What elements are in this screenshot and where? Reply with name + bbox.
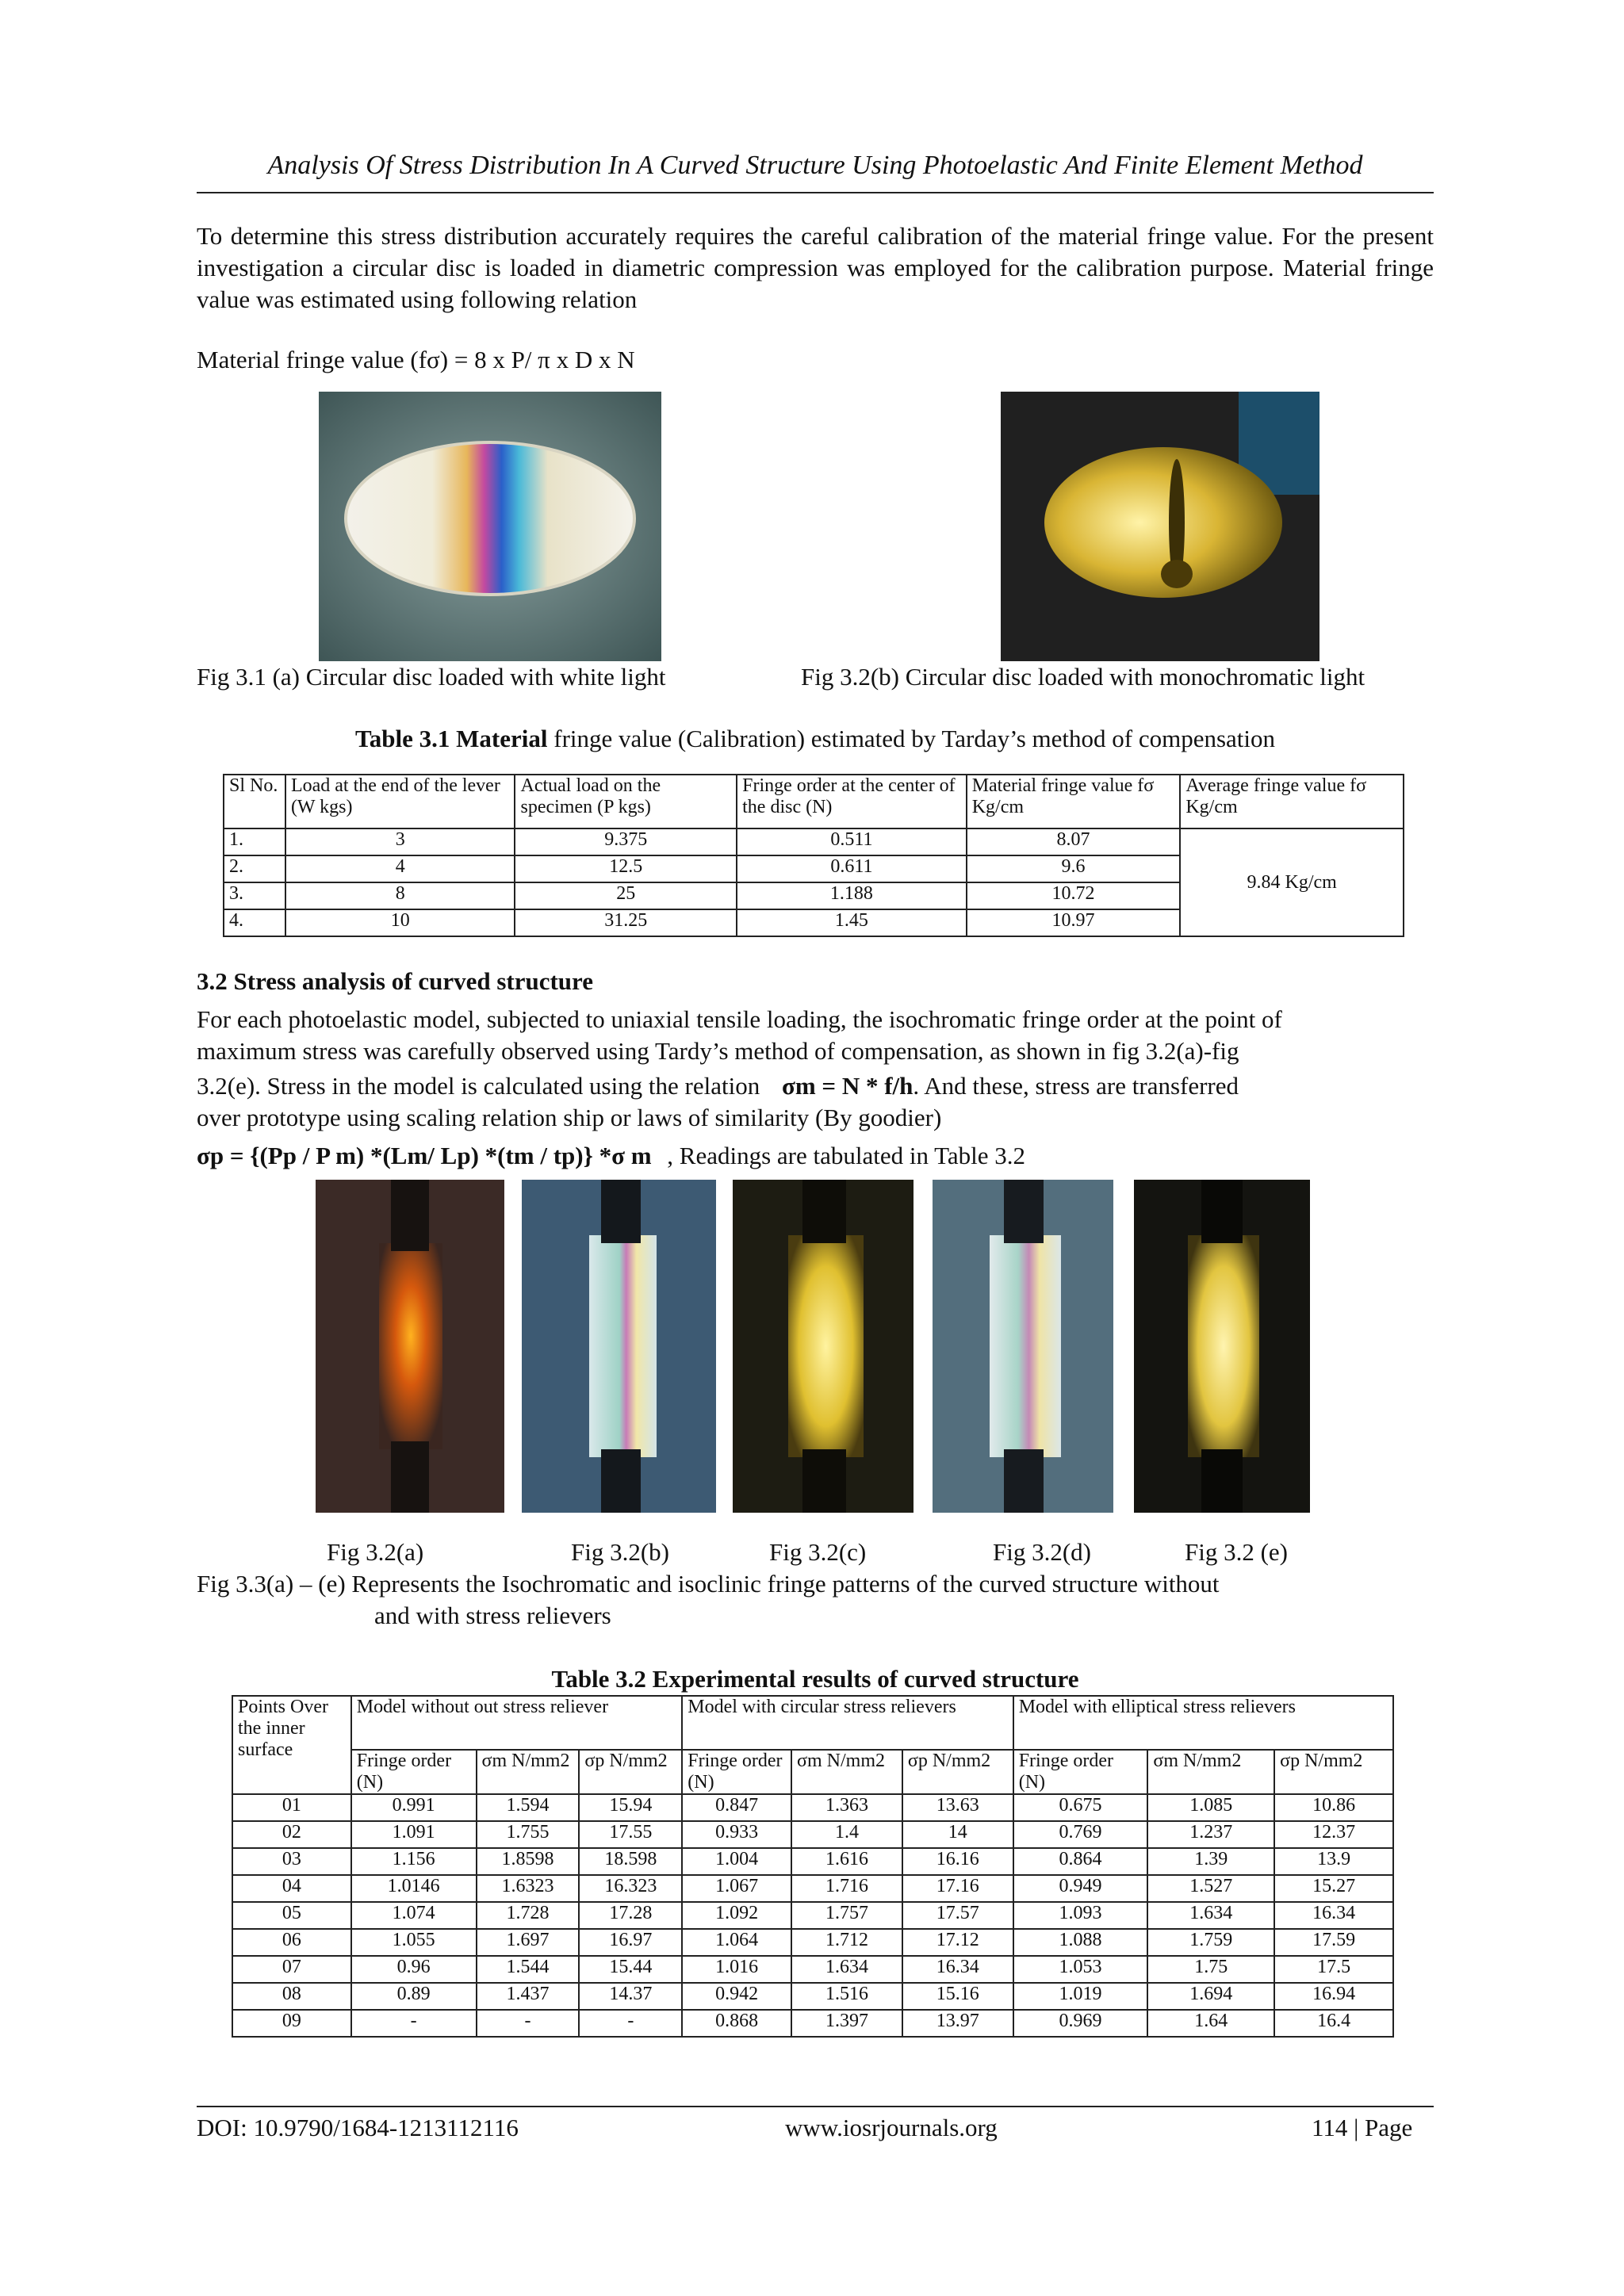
cell: 4.	[224, 909, 285, 936]
table-cell: 0.96	[351, 1956, 477, 1983]
table-cell: 1.397	[791, 2010, 902, 2037]
table-cell: 16.94	[1274, 1983, 1393, 2010]
table-cell: 1.594	[477, 1794, 580, 1821]
fringe-value-relation: Material fringe value (fσ) = 8 x P/ π x D x N	[197, 346, 635, 373]
disc-monochromatic-image	[1001, 392, 1320, 661]
footer-divider	[197, 2106, 1434, 2107]
group-header-no-reliever: Model without out stress reliever	[351, 1696, 682, 1750]
table-cell: 0.769	[1013, 1821, 1148, 1848]
table-cell: 0.942	[682, 1983, 791, 2010]
subheader-sigma-p: σp N/mm2	[1274, 1750, 1393, 1794]
subheader-fringe: Fringe order (N)	[1013, 1750, 1148, 1794]
cell: 2.	[224, 855, 285, 882]
table-cell: 16.34	[1274, 1902, 1393, 1929]
table-cell: 1.363	[791, 1794, 902, 1821]
fig-3-2c-image	[733, 1180, 914, 1513]
cell: 10.97	[967, 909, 1181, 936]
table-cell: 17.5	[1274, 1956, 1393, 1983]
table-cell: 18.598	[579, 1848, 682, 1875]
fig-3-2e-image	[1134, 1180, 1310, 1513]
table-cell: 0.675	[1013, 1794, 1148, 1821]
cell: 9.375	[515, 828, 737, 855]
table-cell: 1.0146	[351, 1875, 477, 1902]
table-cell: 16.4	[1274, 2010, 1393, 2037]
points-header: Points Over the inner surface	[232, 1696, 351, 1794]
calibration-table	[223, 774, 1404, 937]
table-cell: 09	[232, 2010, 351, 2037]
cell: 0.611	[737, 855, 967, 882]
table-cell: 0.933	[682, 1821, 791, 1848]
table-cell: -	[351, 2010, 477, 2037]
disc-white-light-photo	[319, 392, 661, 661]
table1-title-bold: Table 3.1 Material	[354, 725, 548, 752]
table-cell: 14	[902, 1821, 1013, 1848]
cell: 9.6	[967, 855, 1181, 882]
formula-note: , Readings are tabulated in Table 3.2	[667, 1142, 1026, 1169]
fig-3-2b-caption: Fig 3.2(b)	[571, 1538, 669, 1566]
fig-3-2d-image	[933, 1180, 1113, 1513]
table-cell: 12.37	[1274, 1821, 1393, 1848]
table-cell: 1.544	[477, 1956, 580, 1983]
cell: 3.	[224, 882, 285, 909]
table-cell: 1.016	[682, 1956, 791, 1983]
average-fringe-value: 9.84 Kg/cm	[1180, 828, 1404, 936]
cell: 31.25	[515, 909, 737, 936]
table-cell: 1.093	[1013, 1902, 1148, 1929]
table-cell: 07	[232, 1956, 351, 1983]
fig-3-2d-caption: Fig 3.2(d)	[993, 1538, 1091, 1566]
table-cell: 0.949	[1013, 1875, 1148, 1902]
model-stress-formula: σm = N * f/h	[781, 1072, 914, 1100]
cell: 1.188	[737, 882, 967, 909]
column-header: Material fringe value fσ Kg/cm	[967, 775, 1181, 828]
fig-3-2c-photo	[733, 1180, 914, 1513]
table-cell: 13.9	[1274, 1848, 1393, 1875]
table-subheader-row	[232, 1750, 1393, 1794]
cell: 3	[285, 828, 515, 855]
table2-body	[232, 1794, 1393, 2037]
table-cell: 04	[232, 1875, 351, 1902]
subheader-sigma-m: σm N/mm2	[1147, 1750, 1274, 1794]
table-cell: 1.755	[477, 1821, 580, 1848]
subheader-sigma-p: σp N/mm2	[902, 1750, 1013, 1794]
fig-3-1a-caption: Fig 3.1 (a) Circular disc loaded with white light	[197, 663, 666, 691]
cell: 10	[285, 909, 515, 936]
fig-3-2b-image	[522, 1180, 716, 1513]
column-header: Fringe order at the center of the disc (N)	[737, 775, 967, 828]
disc-white-light-image	[319, 392, 661, 661]
table-cell: -	[579, 2010, 682, 2037]
table-cell: 0.89	[351, 1983, 477, 2010]
table-cell: 05	[232, 1902, 351, 1929]
fig-3-2e-photo	[1134, 1180, 1310, 1513]
table-cell: 17.57	[902, 1902, 1013, 1929]
table-cell: 17.12	[902, 1929, 1013, 1956]
experimental-results-table	[232, 1695, 1394, 2038]
table-cell: 13.63	[902, 1794, 1013, 1821]
table-header-row	[224, 775, 1404, 828]
table-cell: 03	[232, 1848, 351, 1875]
table-cell: 16.34	[902, 1956, 1013, 1983]
section-paragraph-line4: over prototype using scaling relation ship or laws of similarity (By goodier)	[197, 1104, 942, 1131]
table-cell: 01	[232, 1794, 351, 1821]
fig-3-2c-caption: Fig 3.2(c)	[769, 1538, 867, 1566]
table-cell: 1.074	[351, 1902, 477, 1929]
intro-paragraph: To determine this stress distribution accurately requires the careful calibration of the material fringe value. For the present investigation a circular disc is loaded in diametric compression was employed for the calibration purpose. Material fringe value was estimated using following relation	[197, 222, 1434, 313]
fig-3-2e-caption: Fig 3.2 (e)	[1185, 1538, 1289, 1566]
table-cell: 1.728	[477, 1902, 580, 1929]
subheader-fringe: Fringe order (N)	[682, 1750, 791, 1794]
subheader-fringe: Fringe order (N)	[351, 1750, 477, 1794]
prototype-stress-formula	[197, 1142, 1025, 1170]
table-cell: 1.75	[1147, 1956, 1274, 1983]
table-cell: 08	[232, 1983, 351, 2010]
disc-monochromatic-photo	[1001, 392, 1320, 661]
subheader-sigma-m: σm N/mm2	[791, 1750, 902, 1794]
figure-group-caption-line1: Fig 3.3(a) – (e) Represents the Isochromatic and isoclinic fringe patterns of the curved structure without	[197, 1570, 1220, 1598]
cell: 12.5	[515, 855, 737, 882]
table-cell: 1.712	[791, 1929, 902, 1956]
table-cell: 1.019	[1013, 1983, 1148, 2010]
table-cell: 0.969	[1013, 2010, 1148, 2037]
table-cell: 1.053	[1013, 1956, 1148, 1983]
footer-site: www.iosrjournals.org	[785, 2114, 998, 2141]
table-cell: 1.759	[1147, 1929, 1274, 1956]
table-cell: 15.44	[579, 1956, 682, 1983]
table-cell: 1.237	[1147, 1821, 1274, 1848]
table-cell: 02	[232, 1821, 351, 1848]
section-paragraph-line3	[197, 1070, 1434, 1102]
table-cell: 1.156	[351, 1848, 477, 1875]
table-cell: 17.28	[579, 1902, 682, 1929]
cell: 0.511	[737, 828, 967, 855]
column-header: Average fringe value fσ Kg/cm	[1180, 775, 1404, 828]
table-cell: 1.616	[791, 1848, 902, 1875]
table-cell: 1.085	[1147, 1794, 1274, 1821]
table-cell: 1.694	[1147, 1983, 1274, 2010]
table-cell: 1.6323	[477, 1875, 580, 1902]
table-cell: 1.092	[682, 1902, 791, 1929]
table1-title-rest: fringe value (Calibration) estimated by Tarday’s method of compensation	[547, 725, 1276, 752]
section-paragraph-line2: maximum stress was carefully observed using Tardy’s method of compensation, as shown in fig 3.2(a)-fig	[197, 1037, 1239, 1065]
table-cell: 1.64	[1147, 2010, 1274, 2037]
table1-title	[197, 725, 1434, 753]
group-header-elliptical: Model with elliptical stress relievers	[1013, 1696, 1393, 1750]
table-cell: 16.97	[579, 1929, 682, 1956]
table-cell: 1.055	[351, 1929, 477, 1956]
table-row	[232, 1875, 1393, 1902]
table-cell: 15.27	[1274, 1875, 1393, 1902]
table-cell: 1.091	[351, 1821, 477, 1848]
column-header: Sl No.	[224, 775, 285, 828]
figure-group-caption-line2: and with stress relievers	[374, 1601, 611, 1629]
table2-title: Table 3.2 Experimental results of curved structure	[551, 1665, 1079, 1693]
table-cell: 1.757	[791, 1902, 902, 1929]
table-cell: 0.868	[682, 2010, 791, 2037]
table-cell: 1.634	[1147, 1902, 1274, 1929]
line3-text-end: . And these, stress are transferred	[913, 1072, 1239, 1100]
section-paragraph-line1: For each photoelastic model, subjected to uniaxial tensile loading, the isochromatic fringe order at the point of	[197, 1005, 1282, 1033]
table-cell: 17.59	[1274, 1929, 1393, 1956]
table-row	[232, 1983, 1393, 2010]
cell: 8	[285, 882, 515, 909]
table-cell: 1.4	[791, 1821, 902, 1848]
table-cell: 13.97	[902, 2010, 1013, 2037]
table-cell: 15.94	[579, 1794, 682, 1821]
fig-3-2b-caption: Fig 3.2(b) Circular disc loaded with monochromatic light	[801, 663, 1365, 691]
table-cell: 1.067	[682, 1875, 791, 1902]
table-row	[232, 1929, 1393, 1956]
table-cell: -	[477, 2010, 580, 2037]
cell: 10.72	[967, 882, 1181, 909]
table-cell: 1.697	[477, 1929, 580, 1956]
table-cell: 17.16	[902, 1875, 1013, 1902]
table-row	[232, 1794, 1393, 1821]
table-cell: 1.064	[682, 1929, 791, 1956]
table-cell: 0.847	[682, 1794, 791, 1821]
table-row	[232, 2010, 1393, 2037]
table-cell: 06	[232, 1929, 351, 1956]
table-row	[232, 1848, 1393, 1875]
table-cell: 1.088	[1013, 1929, 1148, 1956]
table-cell: 1.516	[791, 1983, 902, 2010]
table-cell: 14.37	[579, 1983, 682, 2010]
table-row	[232, 1902, 1393, 1929]
table-cell: 10.86	[1274, 1794, 1393, 1821]
table-cell: 16.323	[579, 1875, 682, 1902]
cell: 4	[285, 855, 515, 882]
table-cell: 1.527	[1147, 1875, 1274, 1902]
line3-text: 3.2(e). Stress in the model is calculated using the relation	[197, 1072, 760, 1100]
fig-3-2a-image	[316, 1180, 504, 1513]
subheader-sigma-m: σm N/mm2	[477, 1750, 580, 1794]
column-header: Actual load on the specimen (P kgs)	[515, 775, 737, 828]
prototype-formula-text: σp = {(Pp / P m) *(Lm/ Lp) *(tm / tp)} *σ m	[197, 1142, 652, 1169]
table-cell: 0.991	[351, 1794, 477, 1821]
subheader-sigma-p: σp N/mm2	[579, 1750, 682, 1794]
table-cell: 1.634	[791, 1956, 902, 1983]
table-cell: 15.16	[902, 1983, 1013, 2010]
table-row	[232, 1821, 1393, 1848]
fig-3-2a-photo	[316, 1180, 504, 1513]
group-header-circular: Model with circular stress relievers	[682, 1696, 1013, 1750]
running-title: Analysis Of Stress Distribution In A Curved Structure Using Photoelastic And Finite Element Method	[267, 151, 1363, 180]
cell: 1.	[224, 828, 285, 855]
fig-3-2a-caption: Fig 3.2(a)	[327, 1538, 424, 1566]
table-header-row	[232, 1696, 1393, 1750]
fig-3-2b-photo	[522, 1180, 716, 1513]
table-cell: 1.39	[1147, 1848, 1274, 1875]
footer-page: 114 | Page	[1312, 2114, 1413, 2141]
fig-3-2d-photo	[933, 1180, 1113, 1513]
table-row	[232, 1956, 1393, 1983]
column-header: Load at the end of the lever (W kgs)	[285, 775, 515, 828]
cell: 8.07	[967, 828, 1181, 855]
cell: 25	[515, 882, 737, 909]
table-cell: 1.716	[791, 1875, 902, 1902]
table-cell: 0.864	[1013, 1848, 1148, 1875]
cell: 1.45	[737, 909, 967, 936]
table-cell: 1.004	[682, 1848, 791, 1875]
section-heading: 3.2 Stress analysis of curved structure	[197, 967, 593, 995]
footer-doi: DOI: 10.9790/1684-1213112116	[197, 2114, 519, 2141]
table-cell: 17.55	[579, 1821, 682, 1848]
table-cell: 1.437	[477, 1983, 580, 2010]
table-cell: 16.16	[902, 1848, 1013, 1875]
header-divider	[197, 192, 1434, 193]
table-cell: 1.8598	[477, 1848, 580, 1875]
table-row	[224, 828, 1404, 855]
